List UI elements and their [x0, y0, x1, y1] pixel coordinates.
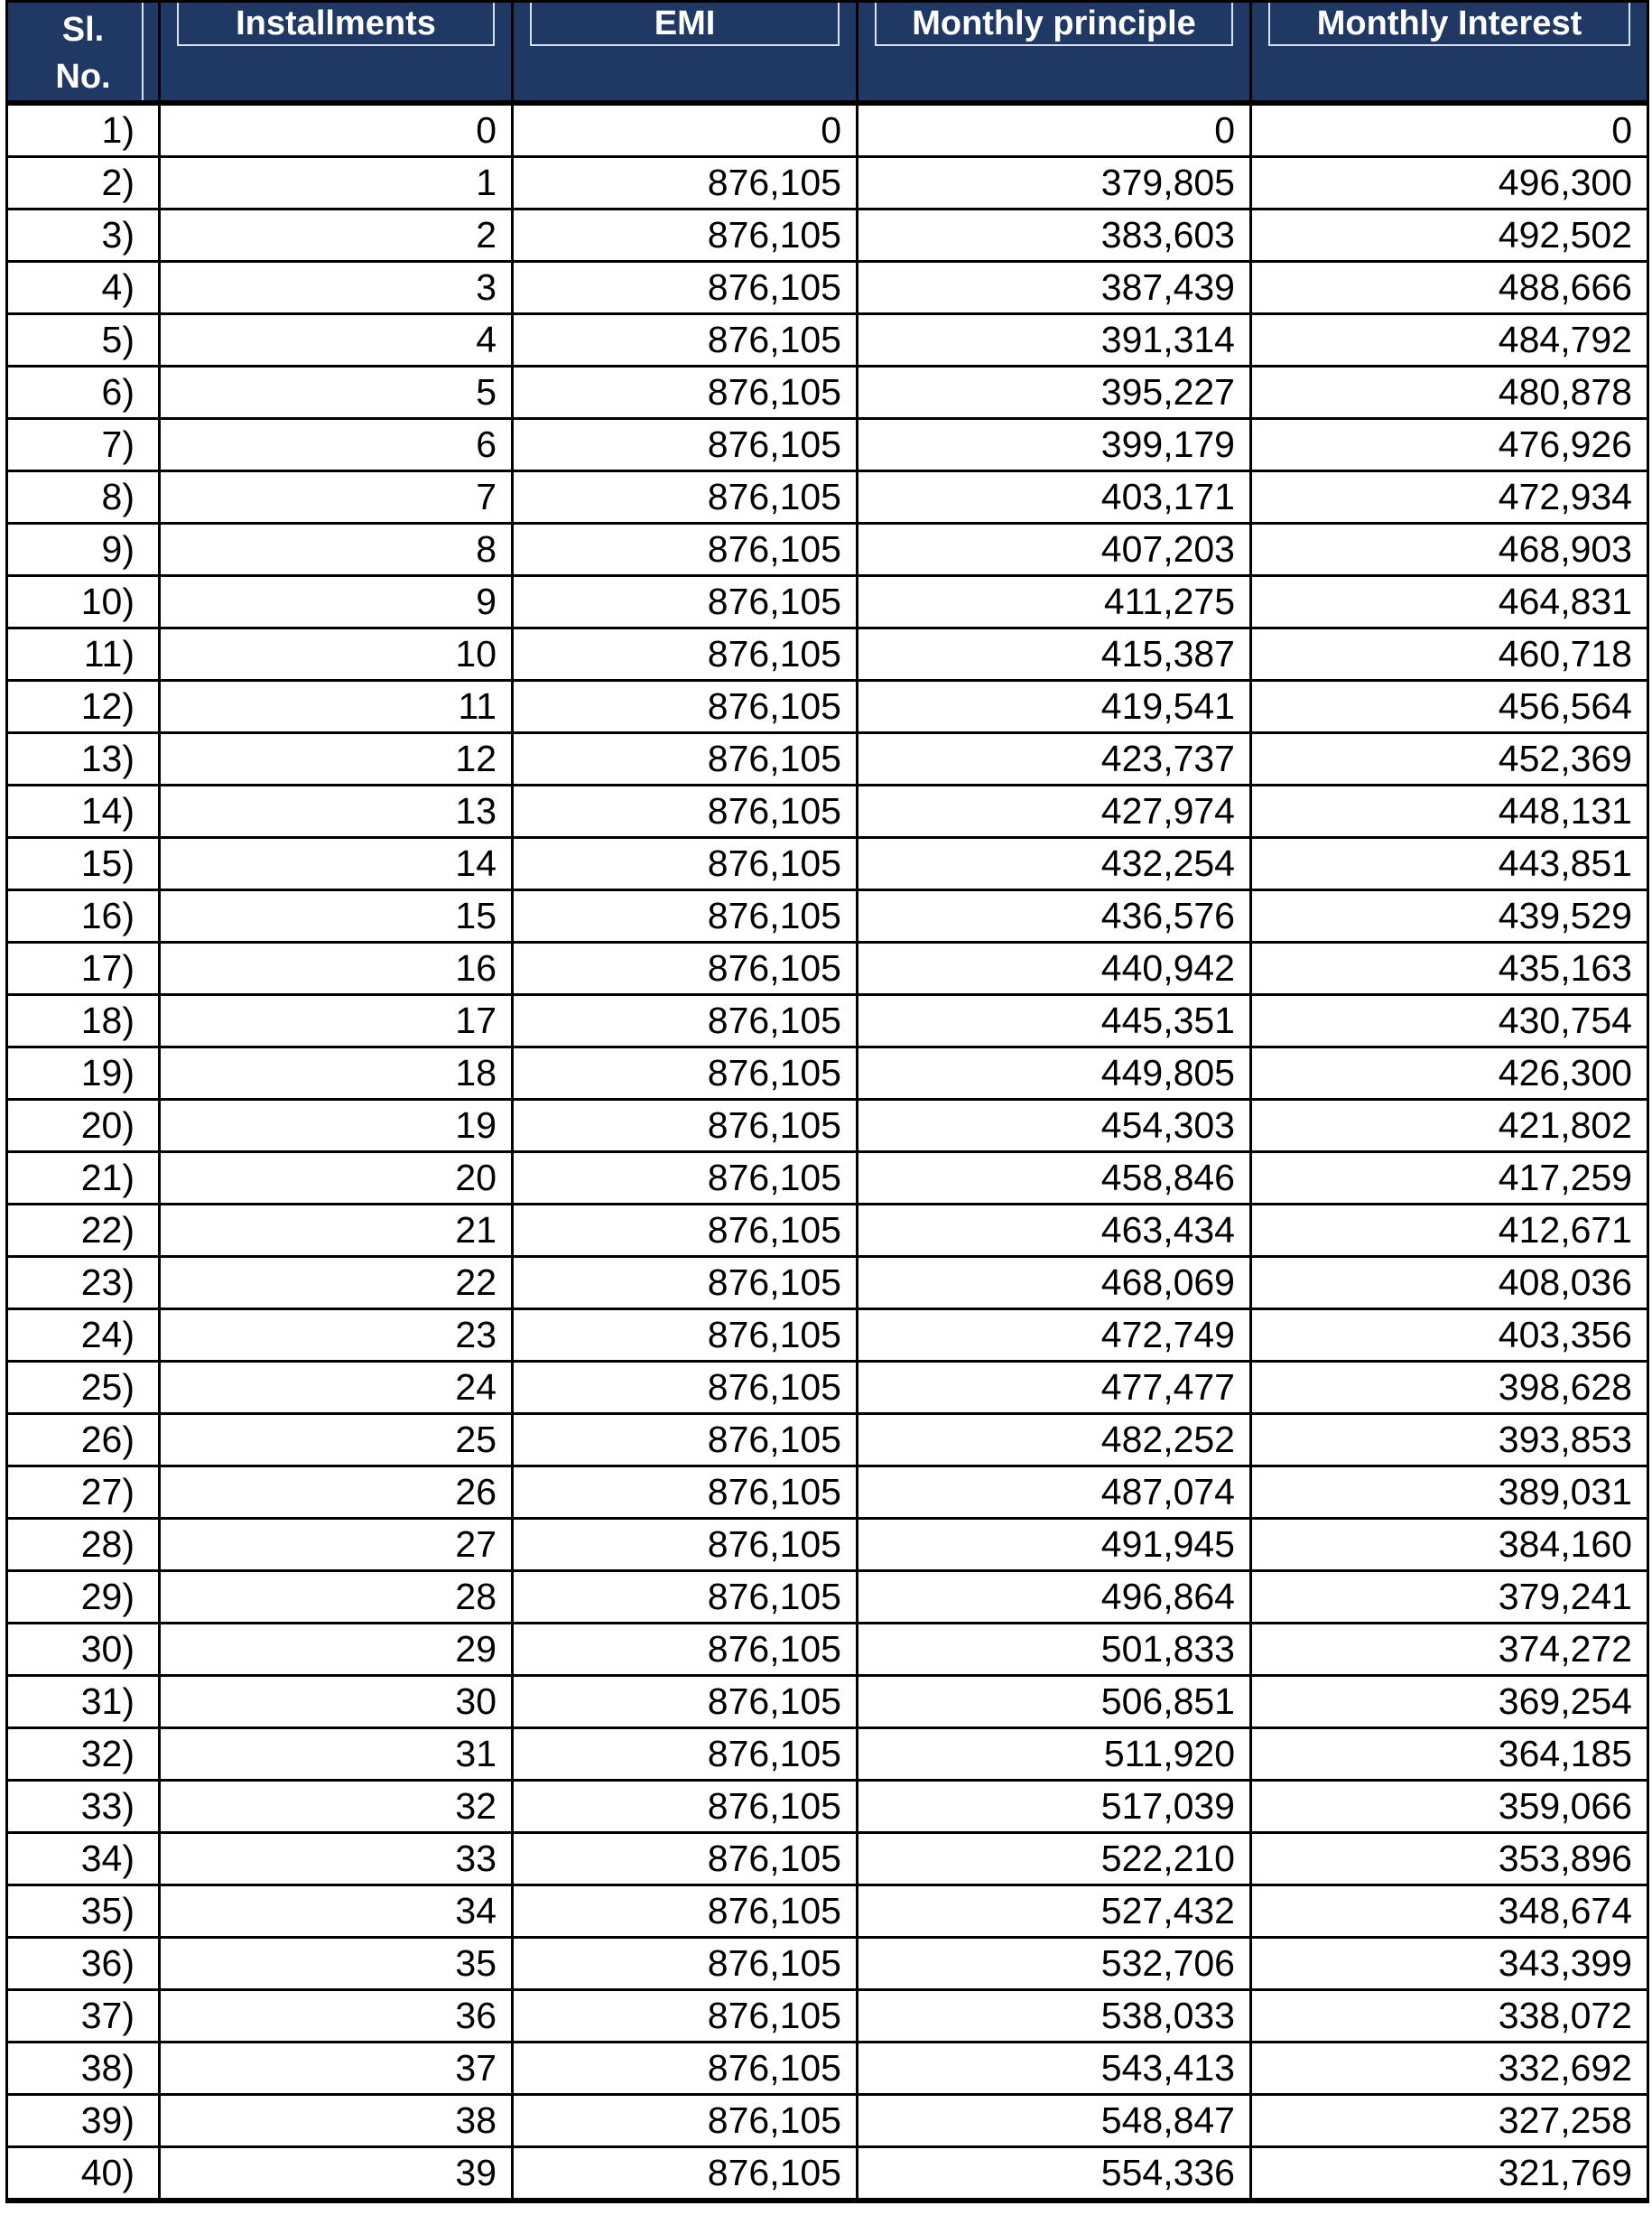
- table-row: [7, 943, 1648, 995]
- cell-sl-no: 39): [7, 2095, 160, 2147]
- cell-sl-no: 36): [7, 1938, 160, 1990]
- cell-emi: 876,105: [513, 1205, 858, 1257]
- cell-installment: 13: [160, 786, 513, 838]
- table-row: [7, 524, 1648, 576]
- cell-monthly-interest: 456,564: [1251, 681, 1648, 733]
- header-sl-no-label: [8, 3, 158, 100]
- cell-installment: 11: [160, 681, 513, 733]
- cell-monthly-interest: 488,666: [1251, 262, 1648, 314]
- cell-monthly-principle: 463,434: [858, 1205, 1251, 1257]
- cell-monthly-principle: 411,275: [858, 576, 1251, 628]
- cell-monthly-principle: 472,749: [858, 1309, 1251, 1362]
- table-row: [7, 2043, 1648, 2095]
- header-monthly-interest: [1251, 2, 1648, 104]
- cell-monthly-principle: 554,336: [858, 2147, 1251, 2201]
- cell-emi: 876,105: [513, 943, 858, 995]
- cell-sl-no: 16): [7, 890, 160, 943]
- cell-sl-no: 4): [7, 262, 160, 314]
- header-inner-divider: [142, 3, 144, 100]
- cell-emi: 876,105: [513, 890, 858, 943]
- cell-monthly-interest: 389,031: [1251, 1466, 1648, 1519]
- table-row: [7, 1414, 1648, 1466]
- cell-sl-no: 27): [7, 1466, 160, 1519]
- table-row: [7, 1205, 1648, 1257]
- cell-sl-no: 21): [7, 1152, 160, 1205]
- cell-monthly-principle: 391,314: [858, 314, 1251, 367]
- cell-monthly-interest: 379,241: [1251, 1571, 1648, 1624]
- cell-monthly-interest: 435,163: [1251, 943, 1648, 995]
- cell-monthly-interest: 480,878: [1251, 367, 1648, 419]
- cell-emi: 876,105: [513, 1466, 858, 1519]
- cell-installment: 29: [160, 1624, 513, 1676]
- table-row: [7, 419, 1648, 471]
- header-installments: [160, 2, 513, 104]
- cell-sl-no: 40): [7, 2147, 160, 2201]
- cell-monthly-interest: 374,272: [1251, 1624, 1648, 1676]
- cell-emi: 876,105: [513, 1047, 858, 1100]
- header-emi: [513, 2, 858, 104]
- cell-emi: 876,105: [513, 262, 858, 314]
- cell-sl-no: 35): [7, 1885, 160, 1938]
- cell-monthly-interest: 460,718: [1251, 628, 1648, 681]
- cell-emi: 876,105: [513, 471, 858, 524]
- cell-installment: 38: [160, 2095, 513, 2147]
- cell-sl-no: 31): [7, 1676, 160, 1728]
- table-row: [7, 209, 1648, 262]
- cell-emi: 876,105: [513, 157, 858, 209]
- cell-installment: 17: [160, 995, 513, 1047]
- cell-monthly-interest: 359,066: [1251, 1781, 1648, 1833]
- cell-monthly-principle: 491,945: [858, 1519, 1251, 1571]
- cell-monthly-interest: 398,628: [1251, 1362, 1648, 1414]
- cell-emi: 876,105: [513, 524, 858, 576]
- table-row: [7, 1885, 1648, 1938]
- cell-installment: 7: [160, 471, 513, 524]
- cell-emi: 876,105: [513, 838, 858, 890]
- header-box: Monthly Interest: [1268, 3, 1630, 46]
- cell-monthly-principle: 482,252: [858, 1414, 1251, 1466]
- amortization-table: [5, 0, 1649, 2203]
- cell-installment: 22: [160, 1257, 513, 1309]
- cell-monthly-interest: 496,300: [1251, 157, 1648, 209]
- header-box: Monthly principle: [875, 3, 1233, 46]
- cell-monthly-interest: 384,160: [1251, 1519, 1648, 1571]
- cell-installment: 4: [160, 314, 513, 367]
- table-row: [7, 1676, 1648, 1728]
- cell-monthly-principle: 432,254: [858, 838, 1251, 890]
- cell-installment: 14: [160, 838, 513, 890]
- cell-monthly-principle: 383,603: [858, 209, 1251, 262]
- cell-monthly-principle: 458,846: [858, 1152, 1251, 1205]
- cell-emi: 876,105: [513, 1100, 858, 1152]
- cell-monthly-interest: 348,674: [1251, 1885, 1648, 1938]
- cell-installment: 21: [160, 1205, 513, 1257]
- cell-emi: 876,105: [513, 1152, 858, 1205]
- cell-installment: 18: [160, 1047, 513, 1100]
- cell-installment: 24: [160, 1362, 513, 1414]
- cell-emi: 876,105: [513, 1362, 858, 1414]
- table-row: [7, 1100, 1648, 1152]
- cell-monthly-interest: 417,259: [1251, 1152, 1648, 1205]
- cell-sl-no: 19): [7, 1047, 160, 1100]
- cell-installment: 2: [160, 209, 513, 262]
- cell-monthly-interest: 364,185: [1251, 1728, 1648, 1781]
- cell-monthly-interest: 321,769: [1251, 2147, 1648, 2201]
- cell-installment: 32: [160, 1781, 513, 1833]
- cell-sl-no: 17): [7, 943, 160, 995]
- cell-installment: 1: [160, 157, 513, 209]
- cell-emi: 876,105: [513, 786, 858, 838]
- table-row: [7, 733, 1648, 786]
- cell-installment: 39: [160, 2147, 513, 2201]
- cell-monthly-interest: 476,926: [1251, 419, 1648, 471]
- cell-emi: 876,105: [513, 2095, 858, 2147]
- cell-monthly-principle: 454,303: [858, 1100, 1251, 1152]
- cell-emi: 876,105: [513, 2043, 858, 2095]
- cell-monthly-principle: 379,805: [858, 157, 1251, 209]
- cell-installment: 16: [160, 943, 513, 995]
- cell-sl-no: 26): [7, 1414, 160, 1466]
- table-row: [7, 681, 1648, 733]
- table-row: [7, 1571, 1648, 1624]
- header-sl-line2: No.: [55, 58, 111, 96]
- cell-emi: 876,105: [513, 1676, 858, 1728]
- cell-emi: 876,105: [513, 314, 858, 367]
- table-row: [7, 157, 1648, 209]
- cell-emi: 876,105: [513, 1519, 858, 1571]
- table-row: [7, 103, 1648, 157]
- cell-installment: 6: [160, 419, 513, 471]
- cell-installment: 26: [160, 1466, 513, 1519]
- cell-installment: 34: [160, 1885, 513, 1938]
- table-row: [7, 1309, 1648, 1362]
- table-row: [7, 314, 1648, 367]
- cell-installment: 15: [160, 890, 513, 943]
- cell-monthly-interest: 464,831: [1251, 576, 1648, 628]
- cell-monthly-interest: 484,792: [1251, 314, 1648, 367]
- cell-sl-no: 20): [7, 1100, 160, 1152]
- table-row: [7, 995, 1648, 1047]
- table-row: [7, 786, 1648, 838]
- cell-sl-no: 7): [7, 419, 160, 471]
- header-box: Installments: [177, 3, 495, 46]
- table-row: [7, 367, 1648, 419]
- cell-sl-no: 15): [7, 838, 160, 890]
- cell-emi: 876,105: [513, 628, 858, 681]
- cell-installment: 8: [160, 524, 513, 576]
- cell-monthly-principle: 496,864: [858, 1571, 1251, 1624]
- cell-installment: 3: [160, 262, 513, 314]
- cell-sl-no: 25): [7, 1362, 160, 1414]
- cell-monthly-principle: 522,210: [858, 1833, 1251, 1885]
- cell-installment: 10: [160, 628, 513, 681]
- cell-monthly-interest: 332,692: [1251, 2043, 1648, 2095]
- cell-emi: 876,105: [513, 1414, 858, 1466]
- cell-installment: 35: [160, 1938, 513, 1990]
- header-sl-no: [7, 2, 160, 104]
- cell-sl-no: 18): [7, 995, 160, 1047]
- header-monthly-principle: [858, 2, 1251, 104]
- cell-monthly-interest: 412,671: [1251, 1205, 1648, 1257]
- cell-sl-no: 12): [7, 681, 160, 733]
- cell-monthly-principle: 423,737: [858, 733, 1251, 786]
- cell-monthly-interest: 492,502: [1251, 209, 1648, 262]
- cell-monthly-principle: 511,920: [858, 1728, 1251, 1781]
- cell-monthly-interest: 468,903: [1251, 524, 1648, 576]
- table-row: [7, 1152, 1648, 1205]
- table-row: [7, 2095, 1648, 2147]
- cell-monthly-principle: 445,351: [858, 995, 1251, 1047]
- cell-installment: 9: [160, 576, 513, 628]
- cell-monthly-principle: 543,413: [858, 2043, 1251, 2095]
- cell-sl-no: 22): [7, 1205, 160, 1257]
- cell-monthly-principle: 487,074: [858, 1466, 1251, 1519]
- cell-monthly-principle: 0: [858, 103, 1251, 157]
- cell-monthly-principle: 419,541: [858, 681, 1251, 733]
- cell-emi: 876,105: [513, 1781, 858, 1833]
- cell-emi: 876,105: [513, 1571, 858, 1624]
- cell-sl-no: 1): [7, 103, 160, 157]
- cell-monthly-principle: 440,942: [858, 943, 1251, 995]
- cell-emi: 876,105: [513, 1309, 858, 1362]
- table-row: [7, 628, 1648, 681]
- cell-emi: 876,105: [513, 2147, 858, 2201]
- cell-installment: 19: [160, 1100, 513, 1152]
- cell-sl-no: 28): [7, 1519, 160, 1571]
- cell-monthly-principle: 427,974: [858, 786, 1251, 838]
- table-row: [7, 1519, 1648, 1571]
- cell-monthly-interest: 421,802: [1251, 1100, 1648, 1152]
- cell-monthly-principle: 436,576: [858, 890, 1251, 943]
- cell-monthly-interest: 452,369: [1251, 733, 1648, 786]
- cell-monthly-principle: 415,387: [858, 628, 1251, 681]
- cell-sl-no: 3): [7, 209, 160, 262]
- cell-emi: 876,105: [513, 995, 858, 1047]
- cell-sl-no: 11): [7, 628, 160, 681]
- cell-emi: 876,105: [513, 1624, 858, 1676]
- cell-emi: 876,105: [513, 1257, 858, 1309]
- cell-installment: 25: [160, 1414, 513, 1466]
- cell-sl-no: 10): [7, 576, 160, 628]
- table-row: [7, 1624, 1648, 1676]
- cell-sl-no: 2): [7, 157, 160, 209]
- table-row: [7, 1728, 1648, 1781]
- cell-sl-no: 32): [7, 1728, 160, 1781]
- cell-monthly-principle: 506,851: [858, 1676, 1251, 1728]
- cell-monthly-interest: 408,036: [1251, 1257, 1648, 1309]
- cell-monthly-interest: 430,754: [1251, 995, 1648, 1047]
- cell-monthly-interest: 353,896: [1251, 1833, 1648, 1885]
- cell-monthly-interest: 443,851: [1251, 838, 1648, 890]
- cell-installment: 5: [160, 367, 513, 419]
- table-row: [7, 471, 1648, 524]
- table-row: [7, 1990, 1648, 2043]
- cell-sl-no: 14): [7, 786, 160, 838]
- cell-installment: 33: [160, 1833, 513, 1885]
- table-body: [7, 103, 1648, 2201]
- table-row: [7, 1833, 1648, 1885]
- cell-installment: 31: [160, 1728, 513, 1781]
- cell-sl-no: 33): [7, 1781, 160, 1833]
- cell-monthly-interest: 448,131: [1251, 786, 1648, 838]
- cell-emi: 876,105: [513, 209, 858, 262]
- cell-installment: 28: [160, 1571, 513, 1624]
- cell-emi: 0: [513, 103, 858, 157]
- cell-sl-no: 30): [7, 1624, 160, 1676]
- table-row: [7, 262, 1648, 314]
- cell-monthly-principle: 527,432: [858, 1885, 1251, 1938]
- table-row: [7, 838, 1648, 890]
- cell-emi: 876,105: [513, 1885, 858, 1938]
- table-row: [7, 1466, 1648, 1519]
- cell-installment: 12: [160, 733, 513, 786]
- cell-monthly-principle: 387,439: [858, 262, 1251, 314]
- cell-monthly-interest: 472,934: [1251, 471, 1648, 524]
- cell-monthly-interest: 439,529: [1251, 890, 1648, 943]
- cell-sl-no: 29): [7, 1571, 160, 1624]
- cell-monthly-principle: 395,227: [858, 367, 1251, 419]
- table-row: [7, 2147, 1648, 2201]
- cell-installment: 36: [160, 1990, 513, 2043]
- cell-monthly-principle: 449,805: [858, 1047, 1251, 1100]
- table-row: [7, 1938, 1648, 1990]
- cell-monthly-interest: 0: [1251, 103, 1648, 157]
- cell-monthly-principle: 399,179: [858, 419, 1251, 471]
- header-row: [7, 2, 1648, 104]
- cell-sl-no: 5): [7, 314, 160, 367]
- cell-monthly-interest: 369,254: [1251, 1676, 1648, 1728]
- cell-installment: 0: [160, 103, 513, 157]
- header-box: EMI: [530, 3, 840, 46]
- table-row: [7, 1047, 1648, 1100]
- header-sl-line1: Sl.: [61, 11, 105, 49]
- cell-monthly-principle: 501,833: [858, 1624, 1251, 1676]
- table-row: [7, 1257, 1648, 1309]
- cell-emi: 876,105: [513, 419, 858, 471]
- cell-emi: 876,105: [513, 367, 858, 419]
- cell-monthly-principle: 468,069: [858, 1257, 1251, 1309]
- cell-monthly-interest: 393,853: [1251, 1414, 1648, 1466]
- table-row: [7, 1362, 1648, 1414]
- cell-monthly-interest: 426,300: [1251, 1047, 1648, 1100]
- cell-emi: 876,105: [513, 733, 858, 786]
- cell-monthly-principle: 477,477: [858, 1362, 1251, 1414]
- cell-monthly-interest: 327,258: [1251, 2095, 1648, 2147]
- cell-emi: 876,105: [513, 1990, 858, 2043]
- cell-monthly-interest: 403,356: [1251, 1309, 1648, 1362]
- table-row: [7, 890, 1648, 943]
- cell-emi: 876,105: [513, 1833, 858, 1885]
- cell-sl-no: 9): [7, 524, 160, 576]
- cell-monthly-interest: 338,072: [1251, 1990, 1648, 2043]
- cell-installment: 23: [160, 1309, 513, 1362]
- cell-sl-no: 24): [7, 1309, 160, 1362]
- cell-emi: 876,105: [513, 1728, 858, 1781]
- cell-monthly-principle: 548,847: [858, 2095, 1251, 2147]
- cell-monthly-principle: 407,203: [858, 524, 1251, 576]
- cell-sl-no: 13): [7, 733, 160, 786]
- table-row: [7, 1781, 1648, 1833]
- cell-monthly-principle: 403,171: [858, 471, 1251, 524]
- cell-sl-no: 8): [7, 471, 160, 524]
- cell-sl-no: 6): [7, 367, 160, 419]
- cell-monthly-interest: 343,399: [1251, 1938, 1648, 1990]
- cell-sl-no: 38): [7, 2043, 160, 2095]
- cell-emi: 876,105: [513, 1938, 858, 1990]
- cell-monthly-principle: 532,706: [858, 1938, 1251, 1990]
- cell-installment: 20: [160, 1152, 513, 1205]
- cell-emi: 876,105: [513, 576, 858, 628]
- cell-monthly-principle: 538,033: [858, 1990, 1251, 2043]
- cell-sl-no: 23): [7, 1257, 160, 1309]
- cell-installment: 30: [160, 1676, 513, 1728]
- table-row: [7, 576, 1648, 628]
- cell-installment: 27: [160, 1519, 513, 1571]
- cell-sl-no: 34): [7, 1833, 160, 1885]
- cell-emi: 876,105: [513, 681, 858, 733]
- cell-monthly-principle: 517,039: [858, 1781, 1251, 1833]
- cell-installment: 37: [160, 2043, 513, 2095]
- cell-sl-no: 37): [7, 1990, 160, 2043]
